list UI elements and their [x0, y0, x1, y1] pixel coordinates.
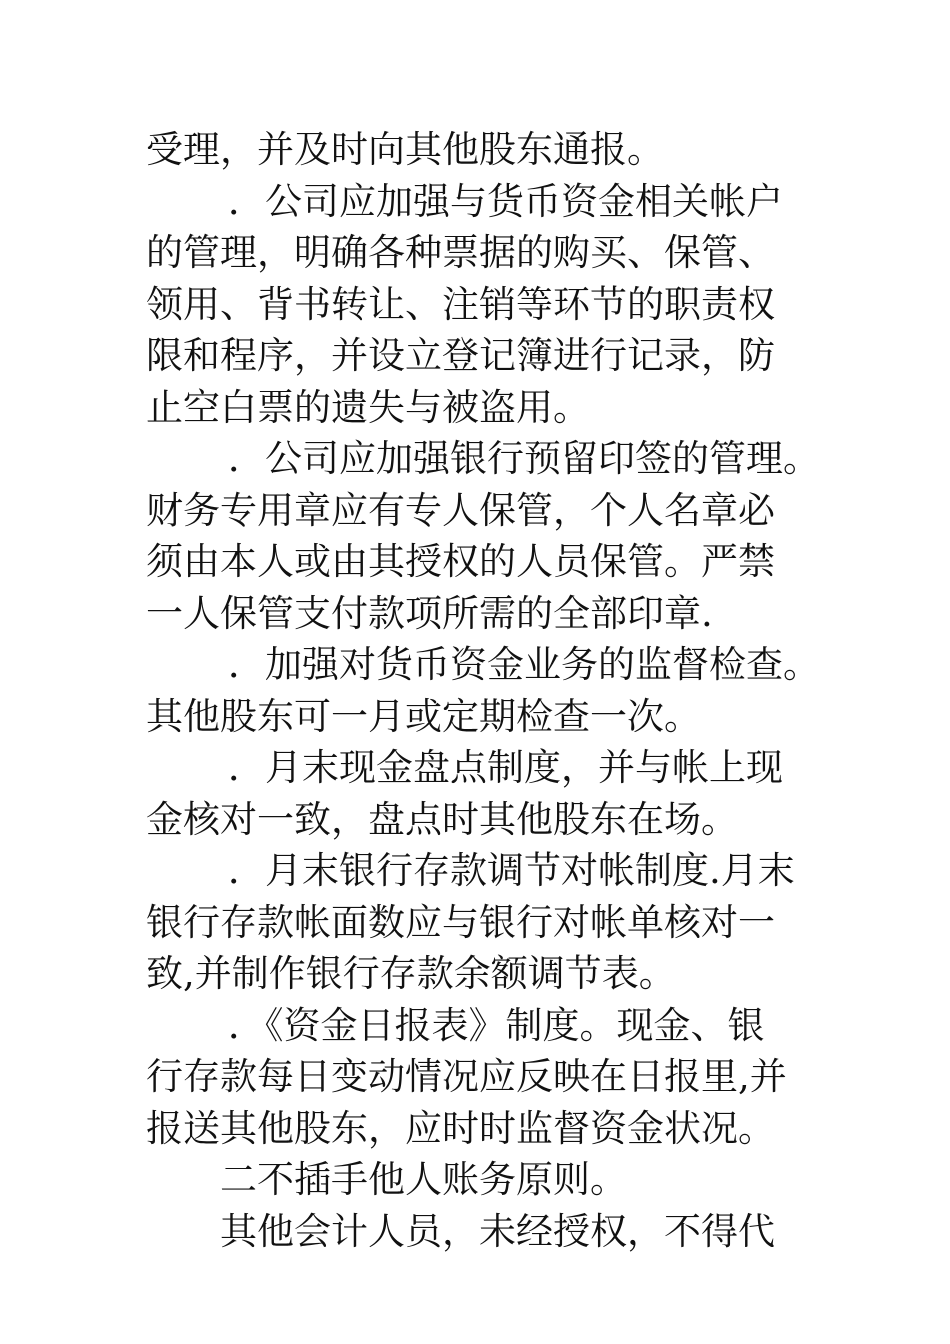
text-line: ．公司应加强与货币资金相关帐户: [228, 179, 783, 223]
text-line: 的管理，明确各种票据的购买、保管、: [146, 231, 775, 274]
text-line: 财务专用章应有专人保管，个人名章必: [146, 488, 775, 532]
text-line: ．《资金日报表》制度。现金、银: [228, 1003, 765, 1047]
text-line: 受理，并及时向其他股东通报。: [146, 128, 664, 171]
text-line: 银行存款帐面数应与银行对帐单核对一: [146, 900, 775, 944]
body-text: [146, 124, 820, 1257]
text-line: 致,并制作银行存款余额调节表。: [146, 952, 676, 995]
text-line: 领用、背书转让、注销等环节的职责权: [146, 282, 775, 326]
text-line: ．加强对货币资金业务的监督检查。: [228, 643, 820, 686]
text-line: 其他会计人员，未经授权，不得代: [220, 1209, 775, 1253]
text-line: ．月末银行存款调节对帐制度.月末: [228, 849, 795, 892]
text-line: ．月末现金盘点制度，并与帐上现: [228, 746, 783, 789]
text-line: 限和程序，并设立登记簿进行记录，防: [146, 334, 775, 377]
text-line: 须由本人或由其授权的人员保管。严禁: [146, 540, 775, 583]
text-line: 一人保管支付款项所需的全部印章.: [146, 591, 713, 635]
text-line: 二不插手他人账务原则。: [220, 1158, 627, 1201]
text-line: 止空白票的遗失与被盗用。: [146, 385, 590, 429]
text-line: 行存款每日变动情况应反映在日报里,并: [146, 1055, 787, 1098]
text-line: 金核对一致，盘点时其他股东在场。: [146, 797, 738, 841]
text-line: 其他股东可一月或定期检查一次。: [146, 694, 701, 738]
text-line: 报送其他股东，应时时监督资金状况。: [146, 1106, 775, 1150]
text-line: ．公司应加强银行预留印签的管理。: [228, 437, 820, 480]
